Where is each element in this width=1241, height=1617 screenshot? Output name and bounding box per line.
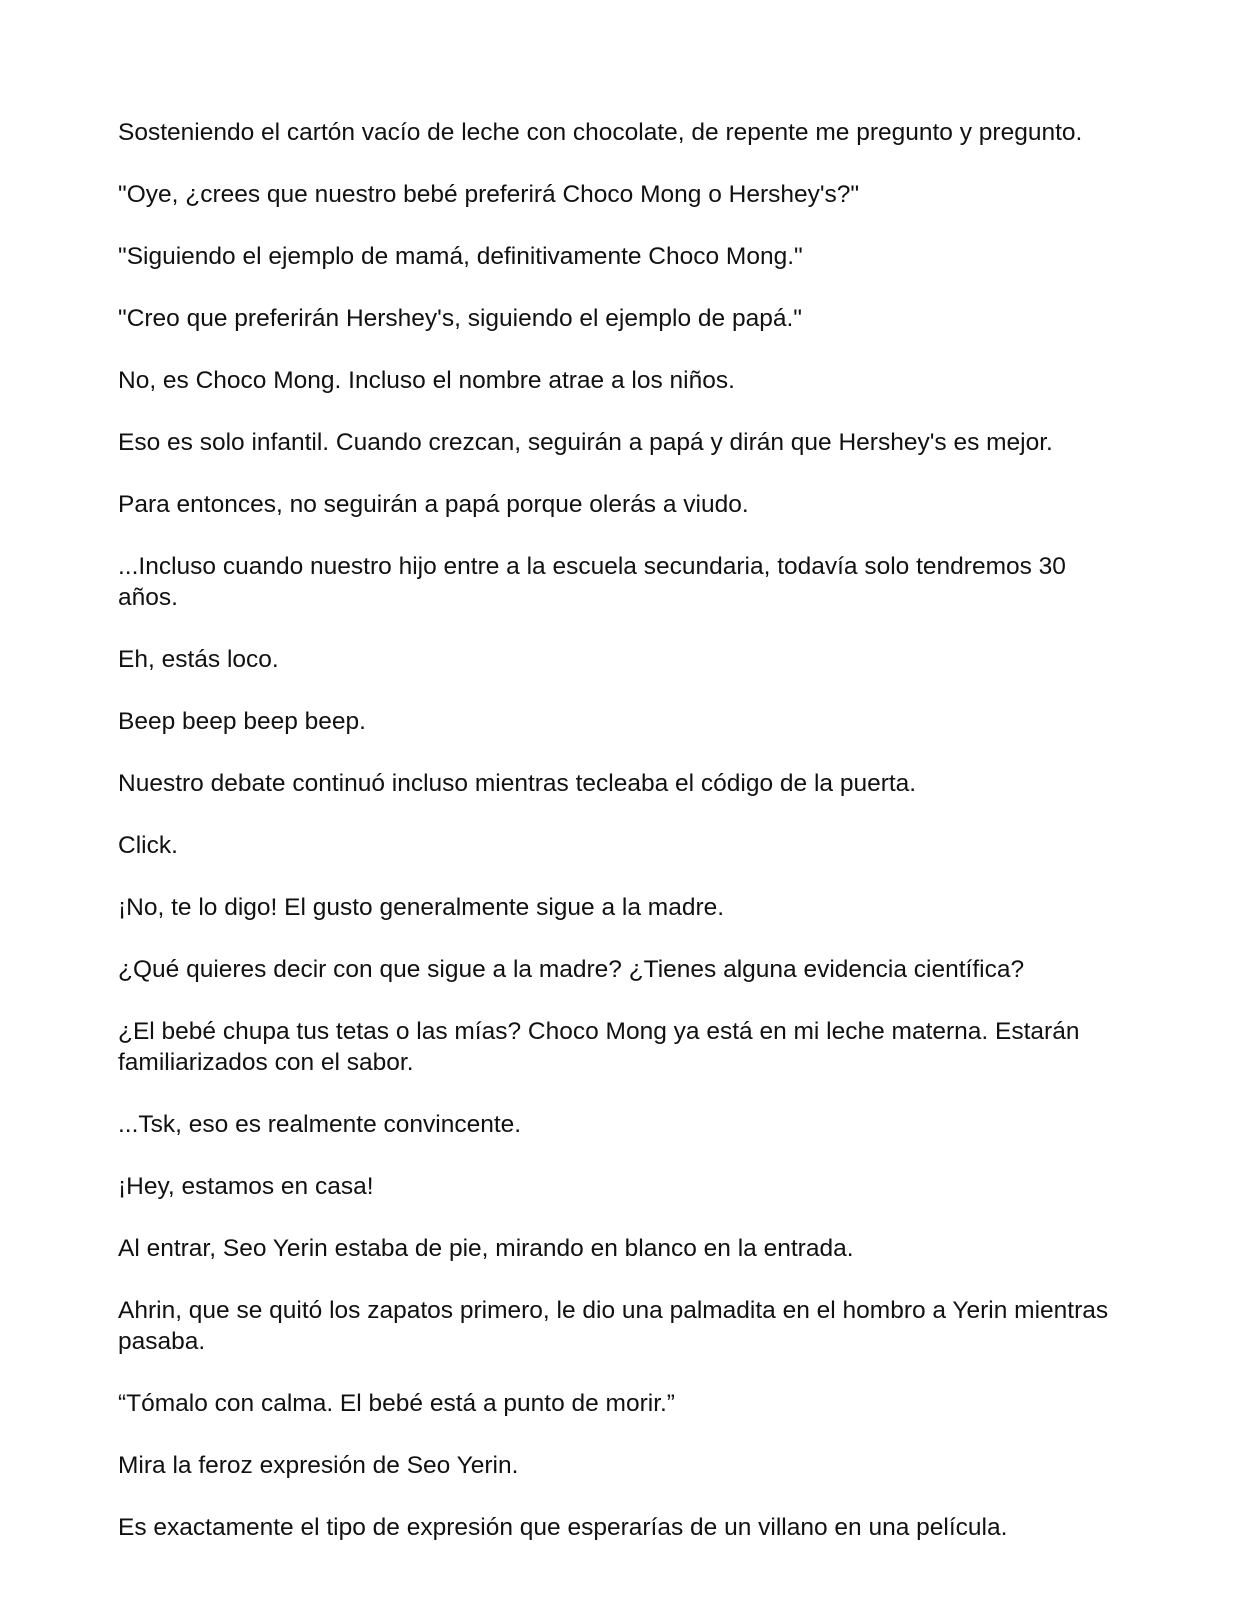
paragraph: “Tómalo con calma. El bebé está a punto de morir.” <box>118 1390 675 1417</box>
paragraph: No, es Choco Mong. Incluso el nombre atrae a los niños. <box>118 367 735 394</box>
paragraph: ¡Hey, estamos en casa! <box>118 1173 374 1200</box>
paragraph: ¿Qué quieres decir con que sigue a la madre? ¿Tienes alguna evidencia científica? <box>118 956 1025 983</box>
paragraph: Eh, estás loco. <box>118 646 279 673</box>
paragraph: Al entrar, Seo Yerin estaba de pie, mirando en blanco en la entrada. <box>118 1235 854 1262</box>
paragraph: Ahrin, que se quitó los zapatos primero, le dio una palmadita en el hombro a Yerin mientras pasaba. <box>118 1297 1109 1355</box>
paragraph: Eso es solo infantil. Cuando crezcan, seguirán a papá y dirán que Hershey's es mejor. <box>118 429 1053 456</box>
paragraph: Mira la feroz expresión de Seo Yerin. <box>118 1452 519 1479</box>
paragraph: Para entonces, no seguirán a papá porque olerás a viudo. <box>118 491 749 518</box>
paragraph: Nuestro debate continuó incluso mientras tecleaba el código de la puerta. <box>118 770 917 797</box>
paragraph: "Creo que preferirán Hershey's, siguiendo el ejemplo de papá." <box>118 305 802 332</box>
paragraph: "Siguiendo el ejemplo de mamá, definitivamente Choco Mong." <box>118 243 803 270</box>
paragraph: Es exactamente el tipo de expresión que esperarías de un villano en una película. <box>118 1514 1008 1541</box>
paragraph: ¿El bebé chupa tus tetas o las mías? Choco Mong ya está en mi leche materna. Estarán familiarizados con el sabor. <box>118 1018 1080 1076</box>
paragraph: Beep beep beep beep. <box>118 708 366 735</box>
paragraph: Sosteniendo el cartón vacío de leche con chocolate, de repente me pregunto y pregunto. <box>118 119 1083 146</box>
document-body <box>118 117 1128 1574</box>
paragraph: ...Incluso cuando nuestro hijo entre a la escuela secundaria, todavía solo tendremos 30 años. <box>118 553 1066 611</box>
paragraph: "Oye, ¿crees que nuestro bebé preferirá Choco Mong o Hershey's?" <box>118 181 860 208</box>
paragraph: Click. <box>118 832 178 859</box>
paragraph: ¡No, te lo digo! El gusto generalmente sigue a la madre. <box>118 894 725 921</box>
paragraph: ...Tsk, eso es realmente convincente. <box>118 1111 522 1138</box>
